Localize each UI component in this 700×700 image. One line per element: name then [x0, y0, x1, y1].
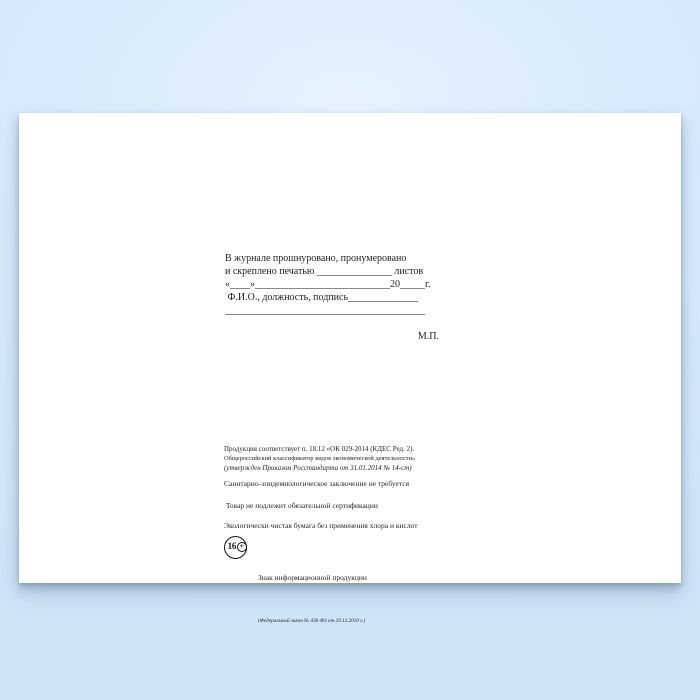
standard-line-1: Продукция соответствует п. 18.12 «ОК 029-2014 (КДЕС Ред. 2).: [224, 445, 415, 453]
age-rating-16-icon: [224, 536, 247, 559]
certification-note: Товар не подлежит обязательной сертификации: [224, 501, 378, 510]
federal-law-note: (Федеральный закон № 436-ФЗ от 29.12.2010 г.): [258, 618, 366, 624]
information-product-label: Знак информационной продукции: [258, 573, 367, 582]
stitch-line-1: В журнале прошнуровано, пронумеровано: [225, 253, 407, 264]
age-rating-text: [258, 536, 367, 661]
ecology-note: Экологически чистая бумага без применения хлора и кислот: [224, 521, 418, 530]
journal-back-page: [19, 113, 681, 624]
compliance-block: [224, 444, 464, 661]
stamp-place-label: М.П.: [417, 331, 439, 342]
standard-line-3: (утвержден Приказом Росстандарта от 31.01.2014 № 14-ст): [224, 464, 412, 472]
standard-line-2: Общероссийский классификатор видов экономической деятельности»: [224, 455, 416, 462]
age-rating-number: 16: [227, 541, 236, 552]
age-rating-row: [224, 536, 464, 661]
stitch-line-signature: Ф.И.О., должность, подпись______________: [225, 292, 419, 303]
stitching-certification-block: [225, 252, 441, 343]
stitch-line-date: «____»___________________________20_____г.: [225, 279, 431, 290]
stitch-line-blank: ________________________________________: [225, 305, 425, 316]
age-rating-plus-icon: +: [237, 542, 248, 553]
stitch-line-sheets-count: и скреплено печатью _______________ листов: [225, 266, 424, 277]
sanitary-note: Санитарно-эпидемиологическое заключение не требуется: [224, 479, 410, 488]
